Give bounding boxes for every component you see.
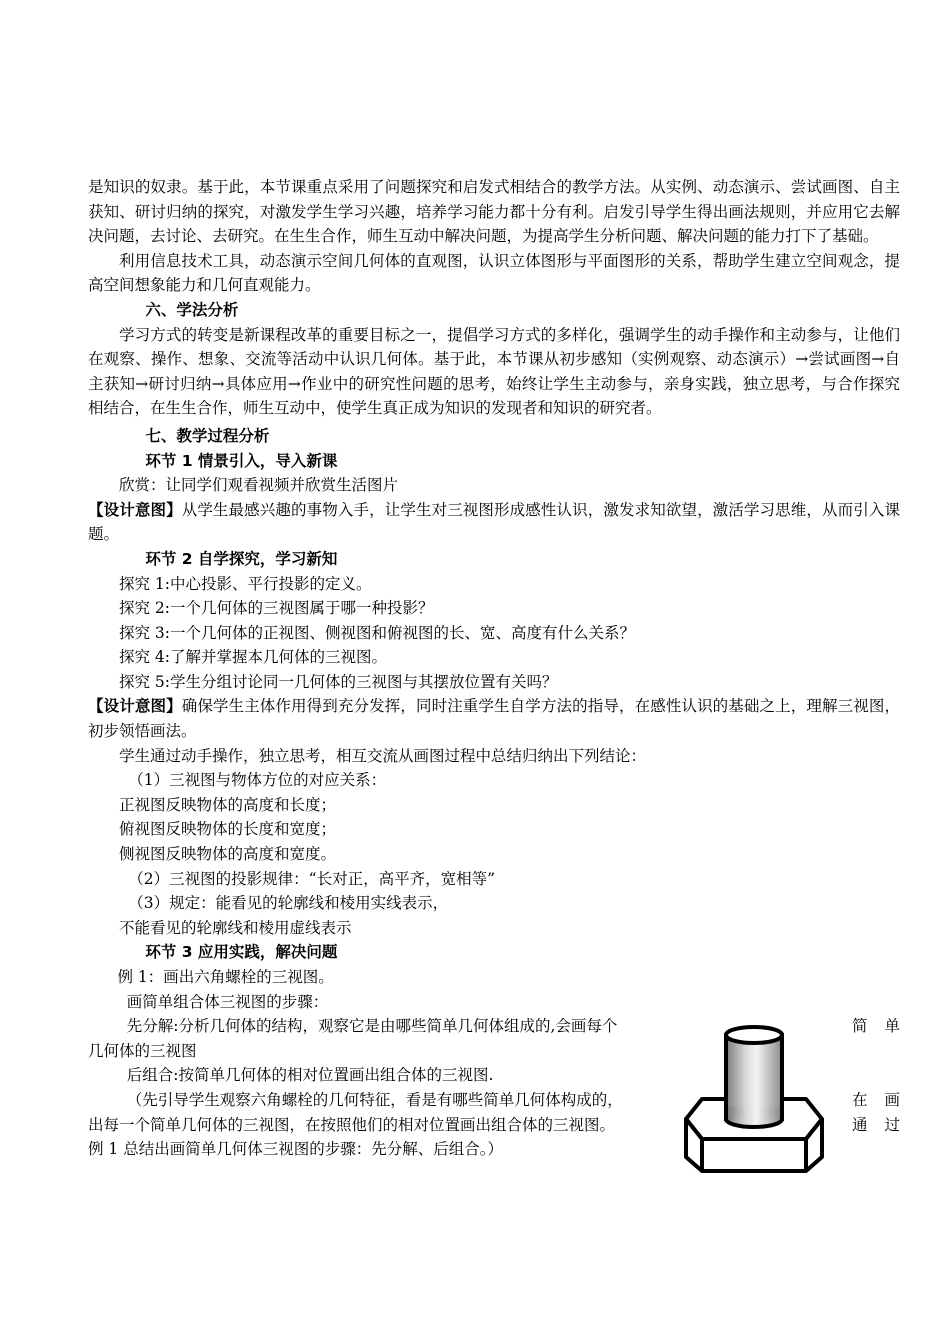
conclusion-item: （3）规定：能看见的轮廓线和棱用实线表示， (128, 894, 449, 913)
note-char: 过 (884, 1115, 900, 1134)
step1-text: 先分解:分析几何体的结构，观察它是由哪些简单几何体组成的,会画每个 (126, 1017, 618, 1036)
hex-bolt-figure (682, 1017, 827, 1175)
explore-item: 探究 1:中心投影、平行投影的定义。 (119, 574, 372, 593)
explore-item: 探究 4:了解并掌握本几何体的三视图。 (119, 648, 388, 667)
note-text: （先引导学生观察六角螺栓的几何特征，看是有哪些简单几何体构成的， (126, 1090, 623, 1109)
note-char: 通 (852, 1115, 868, 1134)
section-heading-6: 六、学法分析 (145, 300, 239, 319)
paragraph: 是知识的奴隶。基于此，本节课重点采用了问题探究和启发式相结合的教学方法。从实例、动态演示、尝试画图、自主获知、研讨归纳的探究，对激发学生学习兴趣，培养学习能力都十分有利。启发引导学生得出画法规则，并应用它去解决问题，去讨论、去研究。在生生合作，师生互动中解决问题，为提高学生分析问题、解决问题的能力打下了基础。 (88, 178, 900, 246)
conclusion-item: （1）三视图与物体方位的对应关系： (128, 771, 387, 790)
note-char: 在 (852, 1090, 868, 1109)
step1-char: 单 (884, 1017, 900, 1036)
design-intent-text: 确保学生主体作用得到充分发挥，同时注重学生自学方法的指导，在感性认识的基础之上，理解三视图，初步领悟画法。 (88, 697, 900, 741)
stage-heading-3: 环节 3 应用实践，解决问题 (145, 943, 338, 962)
note-text: 出每一个简单几何体的三视图，在按照他们的相对位置画出组合体的三视图。 (88, 1115, 616, 1134)
conclusion-item: 不能看见的轮廓线和棱用虚线表示 (119, 918, 352, 937)
design-intent (88, 694, 900, 743)
explore-item: 探究 5:学生分组讨论同一几何体的三视图与其摆放位置有关吗？ (119, 672, 558, 691)
note-line: 例 1 总结出画简单几何体三视图的步骤：先分解、后组合。） (88, 1140, 503, 1159)
stage-heading-1: 环节 1 情景引入，导入新课 (145, 451, 338, 470)
step-line: 后组合:按简单几何体的相对位置画出组合体的三视图. (126, 1066, 494, 1085)
steps-title: 画简单组合体三视图的步骤： (126, 992, 329, 1011)
design-intent-label: 【设计意图】 (88, 697, 182, 716)
design-intent-label: 【设计意图】 (88, 500, 182, 519)
cylinder (726, 1027, 782, 1127)
design-intent (88, 498, 900, 547)
stage-heading-2: 环节 2 自学探究，学习新知 (145, 549, 338, 568)
paragraph: 学生通过动手操作，独立思考，相互交流从画图过程中总结归纳出下列结论： (119, 746, 647, 765)
explore-item: 探究 3:一个几何体的正视图、侧视图和俯视图的长、宽、高度有什么关系？ (119, 623, 636, 642)
design-intent-text: 从学生最感兴趣的事物入手，让学生对三视图形成感性认识，激发求知欲望，激活学习思维，从而引入课题。 (88, 500, 900, 544)
step-line: 几何体的三视图 (88, 1041, 197, 1060)
conclusion-item: （2）三视图的投影规律：“长对正，高平齐，宽相等” (128, 869, 496, 888)
paragraph: 欣赏：让同学们观看视频并欣赏生活图片 (119, 476, 399, 495)
conclusion-item: 侧视图反映物体的高度和宽度。 (119, 845, 337, 864)
example-title: 例 1：画出六角螺栓的三视图。 (117, 968, 334, 986)
conclusion-item: 俯视图反映物体的长度和宽度； (119, 820, 337, 839)
step1-char: 简 (852, 1017, 868, 1036)
conclusion-item: 正视图反映物体的高度和长度； (119, 795, 337, 814)
paragraph: 利用信息技术工具，动态演示空间几何体的直观图，认识立体图形与平面图形的关系，帮助学生建立空间观念，提高空间想象能力和几何直观能力。 (88, 251, 900, 295)
document-body (88, 175, 900, 1162)
paragraph: 学习方式的转变是新课程改革的重要目标之一，提倡学习方式的多样化，强调学生的动手操作和主动参与，让他们在观察、操作、想象、交流等活动中认识几何体。基于此，本节课从初步感知（实例观察、动态演示）→尝试画图→自主获知→研讨归纳→具体应用→作业中的研究性问题的思考，始终让学生主动参与，亲身实践，独立思考，与合作探究相结合，在生生合作，师生互动中，使学生真正成为知识的发现者和知识的研究者。 (88, 325, 900, 418)
explore-item: 探究 2:一个几何体的三视图属于哪一种投影？ (119, 599, 434, 618)
note-char: 画 (884, 1090, 900, 1109)
section-heading-7: 七、教学过程分析 (145, 426, 270, 445)
